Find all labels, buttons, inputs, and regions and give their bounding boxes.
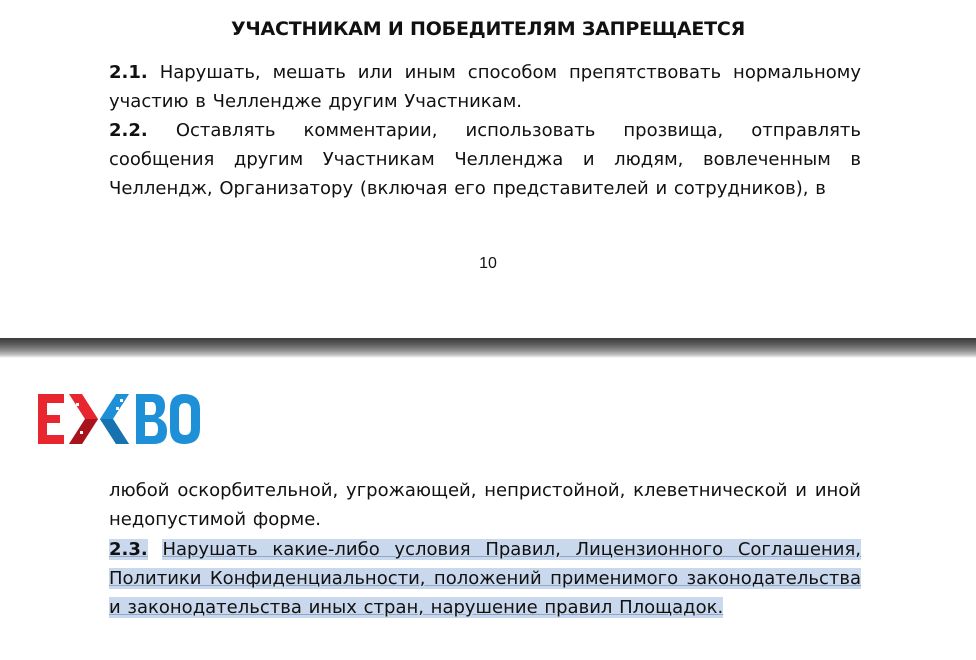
clause-2-2 (109, 116, 861, 203)
logo-letter-x (69, 394, 129, 444)
logo-letter-b (136, 394, 167, 444)
page-separator (0, 338, 976, 358)
clause-number-selected[interactable]: 2.3. (109, 539, 148, 560)
clause-number: 2.1. (109, 62, 148, 83)
clause-text-selected[interactable]: Нарушать какие-либо условия Правил, Лицензионного Соглашения, Политики Конфиденциальности, положений применимого законодательства и законодательства иных стран, нарушение правил Площадок. (109, 539, 861, 618)
exbo-logo-icon (36, 391, 202, 447)
logo-letter-o (170, 394, 200, 444)
page-number: 10 (479, 255, 497, 272)
section-heading: УЧАСТНИКАМ И ПОБЕДИТЕЛЯМ ЗАПРЕЩАЕТСЯ (230, 18, 746, 40)
clause-2-1 (109, 58, 861, 116)
clause-text: Нарушать, мешать или иным способом препятствовать нормальному участию в Челлендже другим Участникам. (109, 62, 861, 112)
clause-number: 2.2. (109, 120, 148, 141)
clause-2-2-continuation: любой оскорбительной, угрожающей, непристойной, клеветнической и иной недопустимой форме. (109, 480, 861, 530)
clause-text: Оставлять комментарии, использовать прозвища, отправлять сообщения другим Участникам Челленджа и людям, вовлеченным в Челлендж, Организатору (включая его представителей и сотрудников), в (109, 120, 861, 199)
logo-letter-e (38, 394, 64, 444)
clause-2-3[interactable] (109, 535, 861, 622)
